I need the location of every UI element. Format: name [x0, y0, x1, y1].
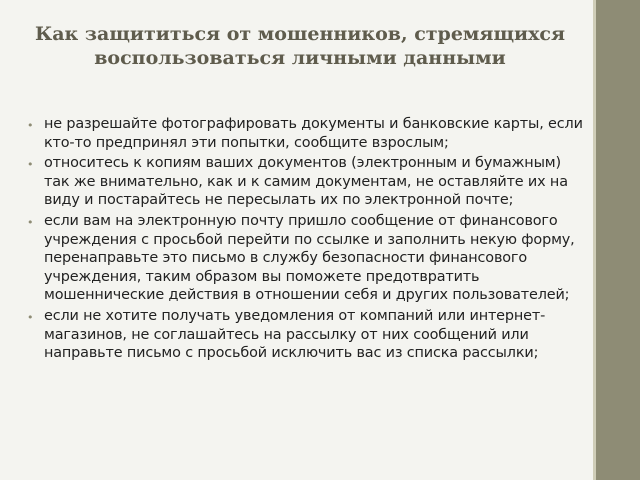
bullet-text: если не хотите получать уведомления от компаний или интернет-магазинов, не соглашайтесь на рассылку от них сообщений или направьте письмо с просьбой исключить вас из списка рассылки;	[44, 307, 546, 362]
bullet-text: если вам на электронную почту пришло сообщение от финансового учреждения с просьбой перейти по ссылке и заполнить некую форму, перенаправьте это письмо в службу безопасности финансового учреждения, таким образом вы поможете предотвратить мошеннические действия в отношении себя и других пользователей;	[44, 212, 575, 304]
bullet-icon: •	[27, 215, 34, 229]
bullet-item	[27, 115, 584, 152]
bullet-text: не разрешайте фотографировать документы и банковские карты, если кто-то предпринял эти попытки, сообщите взрослым;	[44, 116, 583, 151]
bullet-icon: •	[27, 310, 34, 324]
bullet-list	[27, 115, 584, 365]
bullet-text: относитесь к копиям ваших документов (электронным и бумажным) так же внимательно, как и к самим документам, не оставляйте их на виду и постарайтесь не пересылать их по электронной почте;	[44, 155, 568, 209]
decorative-side-bar	[596, 0, 640, 480]
bullet-item	[27, 154, 584, 210]
bullet-icon: •	[27, 158, 34, 172]
slide-title: Как защититься от мошенников, стремящихся воспользоваться личными данными	[34, 23, 566, 69]
bullet-item	[27, 212, 584, 305]
bullet-item	[27, 307, 584, 363]
bullet-icon: •	[27, 119, 34, 132]
